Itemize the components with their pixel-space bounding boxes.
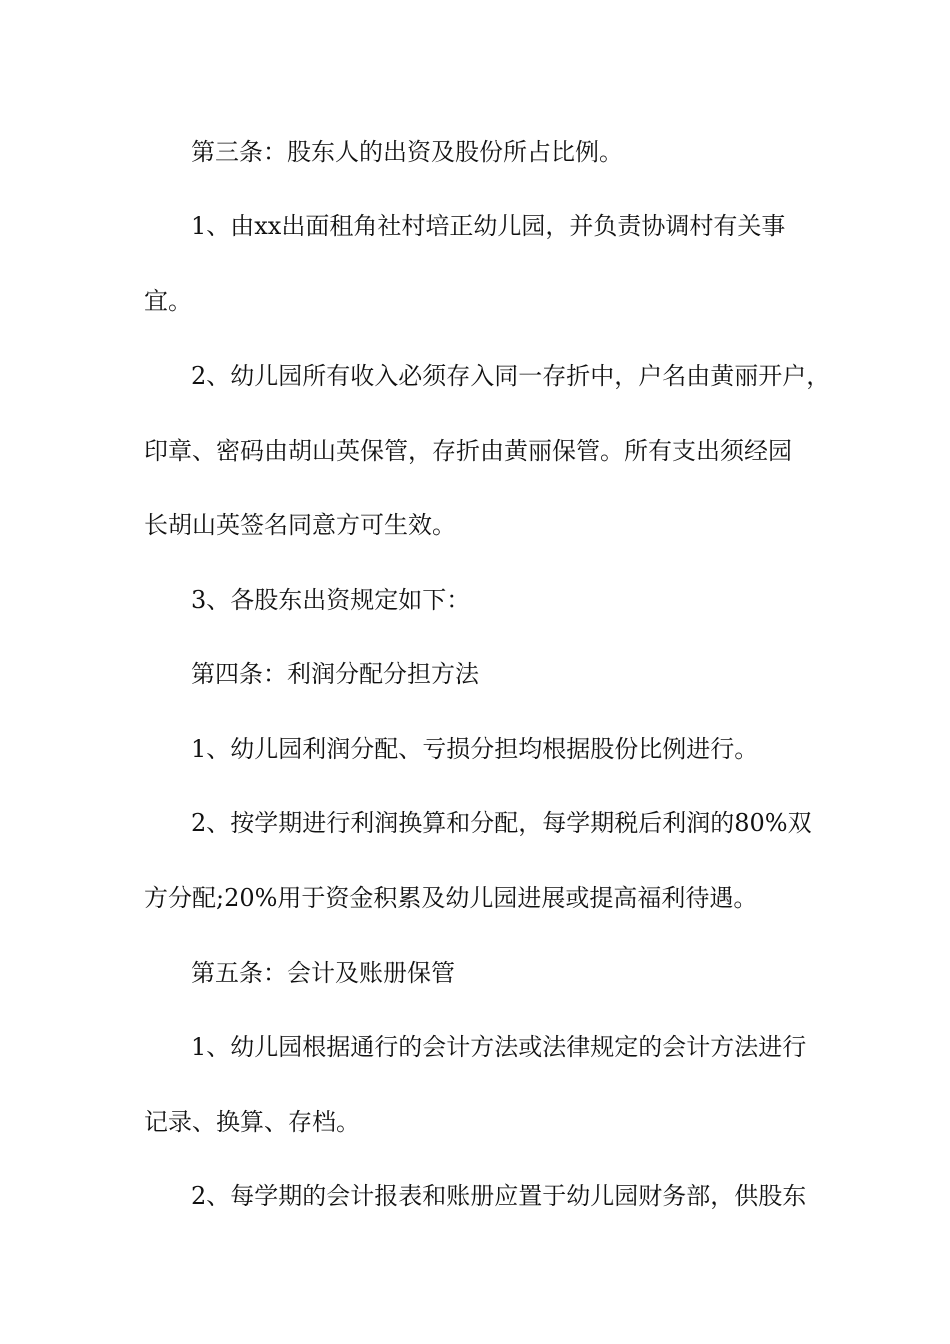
paragraph-line: 1、幼儿园利润分配、亏损分担均根据股份比例进行。 (191, 735, 759, 763)
paragraph-line: 1、幼儿园根据通行的会计方法或法律规定的会计方法进行 (191, 1033, 807, 1061)
paragraph-line: 3、各股东出资规定如下： (191, 586, 471, 614)
paragraph-line: 2、每学期的会计报表和账册应置于幼儿园财务部，供股东 (191, 1182, 807, 1210)
article-4-heading: 第四条：利润分配分担方法 (191, 660, 479, 688)
article-5-heading: 第五条：会计及账册保管 (191, 959, 455, 987)
paragraph-line: 记录、换算、存档。 (144, 1108, 360, 1136)
paragraph-line: 宜。 (144, 287, 192, 315)
paragraph-line: 印章、密码由胡山英保管，存折由黄丽保管。所有支出须经园 (144, 437, 792, 465)
paragraph-line: 1、由xx出面租角社村培正幼儿园，并负责协调村有关事 (191, 212, 786, 240)
paragraph-line: 方分配;20%用于资金积累及幼儿园进展或提高福利待遇。 (144, 884, 758, 912)
paragraph-line: 2、幼儿园所有收入必须存入同一存折中，户名由黄丽开户， (191, 362, 831, 390)
paragraph-line: 2、按学期进行利润换算和分配，每学期税后利润的80%双 (191, 809, 812, 837)
paragraph-line: 长胡山英签名同意方可生效。 (144, 511, 456, 539)
article-3-heading: 第三条：股东人的出资及股份所占比例。 (191, 138, 623, 166)
